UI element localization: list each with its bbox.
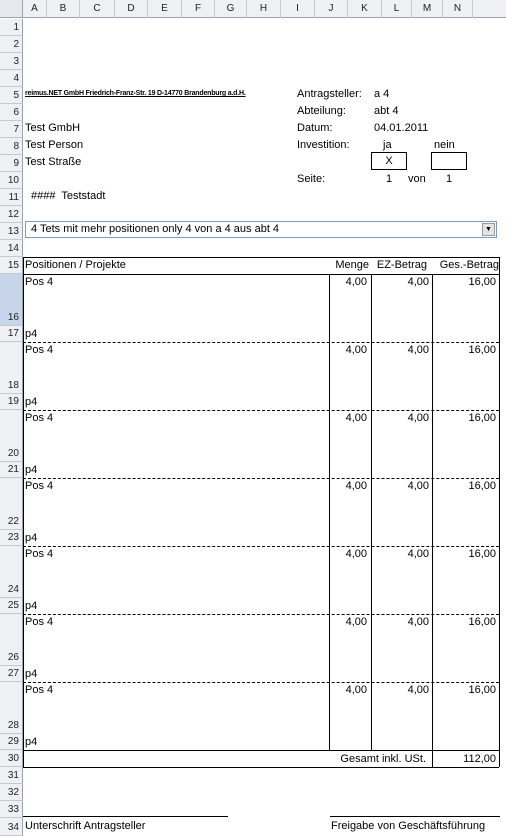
row-header-29[interactable]: 29 — [0, 734, 23, 750]
nein-label: nein — [434, 139, 455, 151]
item-title: Pos 4 — [25, 412, 54, 424]
item-ez-betrag: 4,00 — [407, 412, 429, 424]
row-header-3[interactable]: 3 — [0, 53, 23, 70]
datum-label: Datum: — [297, 122, 333, 134]
row-header-26[interactable]: 26 — [0, 614, 23, 666]
row-header-34[interactable]: 34 — [0, 818, 23, 836]
total-value: 112,00 — [463, 753, 496, 765]
column-header-C[interactable]: C — [80, 0, 115, 18]
table-column-divider — [371, 274, 372, 750]
row-header-21[interactable]: 21 — [0, 462, 23, 478]
antragsteller-label: Antragsteller: — [297, 88, 362, 100]
select-all-corner[interactable] — [0, 0, 23, 18]
total-label: Gesamt inkl. USt. — [340, 753, 426, 765]
item-ges-betrag: 16,00 — [468, 276, 496, 288]
table-bottom-border — [23, 767, 499, 768]
column-header-A[interactable]: A — [23, 0, 47, 18]
header-ez-betrag: EZ-Betrag — [376, 259, 427, 271]
header-ges-betrag: Ges.-Betrag — [439, 259, 499, 271]
item-ges-betrag: 16,00 — [468, 684, 496, 696]
row-header-20[interactable]: 20 — [0, 410, 23, 462]
item-menge: 4,00 — [345, 480, 367, 492]
ja-label: ja — [383, 139, 392, 151]
row-header-15[interactable]: 15 — [0, 257, 23, 274]
item-separator — [23, 546, 499, 547]
row-header-30[interactable]: 30 — [0, 750, 23, 767]
item-menge: 4,00 — [345, 276, 367, 288]
investition-label: Investition: — [297, 139, 350, 151]
signature-line-left — [23, 816, 228, 817]
row-header-33[interactable]: 33 — [0, 801, 23, 818]
row-header-2[interactable]: 2 — [0, 36, 23, 53]
table-items-bottom-border — [23, 750, 499, 751]
item-menge: 4,00 — [345, 412, 367, 424]
header-menge: Menge — [335, 259, 369, 271]
column-header-K[interactable]: K — [348, 0, 382, 18]
item-title: Pos 4 — [25, 548, 54, 560]
column-header-H[interactable]: H — [247, 0, 281, 18]
item-title: Pos 4 — [25, 684, 54, 696]
item-title: Pos 4 — [25, 276, 54, 288]
item-ez-betrag: 4,00 — [407, 344, 429, 356]
item-title: Pos 4 — [25, 480, 54, 492]
row-header-17[interactable]: 17 — [0, 326, 23, 342]
item-separator — [23, 342, 499, 343]
address-city: #### Teststadt — [31, 190, 106, 202]
item-note: p4 — [25, 600, 38, 612]
column-header-M[interactable]: M — [412, 0, 443, 18]
row-header-22[interactable]: 22 — [0, 478, 23, 530]
row-header-32[interactable]: 32 — [0, 784, 23, 801]
item-menge: 4,00 — [345, 616, 367, 628]
item-note: p4 — [25, 668, 38, 680]
seite-value: 1 — [386, 173, 393, 185]
item-menge: 4,00 — [345, 344, 367, 356]
column-header-L[interactable]: L — [382, 0, 412, 18]
row-header-10[interactable]: 10 — [0, 172, 23, 189]
row-header-27[interactable]: 27 — [0, 666, 23, 682]
column-header-B[interactable]: B — [47, 0, 80, 18]
address-company: Test GmbH — [25, 122, 81, 134]
row-header-13[interactable]: 13 — [0, 223, 23, 240]
item-ez-betrag: 4,00 — [407, 548, 429, 560]
item-ges-betrag: 16,00 — [468, 480, 496, 492]
item-note: p4 — [25, 736, 38, 748]
row-header-5[interactable]: 5 — [0, 87, 23, 104]
ja-checkbox-mark: X — [385, 155, 393, 167]
item-title: Pos 4 — [25, 616, 54, 628]
row-header-8[interactable]: 8 — [0, 138, 23, 155]
signature-right-label: Freigabe von Geschäftsführung — [331, 820, 486, 832]
table-column-divider — [329, 274, 330, 750]
item-note: p4 — [25, 532, 38, 544]
item-note: p4 — [25, 464, 38, 476]
row-header-28[interactable]: 28 — [0, 682, 23, 734]
item-separator — [23, 682, 499, 683]
table-left-border — [23, 257, 24, 767]
von-label: von — [408, 173, 426, 185]
item-menge: 4,00 — [345, 684, 367, 696]
row-header-12[interactable]: 12 — [0, 206, 23, 223]
row-header-16[interactable]: 16 — [0, 274, 23, 326]
signature-line-right — [330, 816, 500, 817]
nein-checkbox[interactable] — [431, 152, 467, 170]
row-header-1[interactable]: 1 — [0, 19, 23, 36]
column-header-N[interactable]: N — [443, 0, 473, 18]
column-header-E[interactable]: E — [148, 0, 182, 18]
item-separator — [23, 478, 499, 479]
header-address: reimus.NET GmbH Friedrich-Franz-Str. 19 D-14770 Brandenburg a.d.H. — [25, 90, 246, 97]
table-header-bottom-border — [23, 274, 499, 275]
item-ez-betrag: 4,00 — [407, 616, 429, 628]
position-dropdown-value: 4 Tets mit mehr positionen only 4 von a 4 aus abt 4 — [31, 223, 280, 235]
column-header-D[interactable]: D — [115, 0, 148, 18]
row-header-24[interactable]: 24 — [0, 546, 23, 598]
column-header-bar — [23, 0, 506, 18]
column-header-I[interactable]: I — [281, 0, 315, 18]
position-dropdown[interactable] — [25, 221, 497, 238]
datum-value: 04.01.2011 — [374, 122, 429, 134]
item-ez-betrag: 4,00 — [407, 276, 429, 288]
row-header-7[interactable]: 7 — [0, 121, 23, 138]
table-column-divider — [432, 274, 433, 767]
row-header-19[interactable]: 19 — [0, 394, 23, 410]
item-ez-betrag: 4,00 — [407, 684, 429, 696]
abteilung-value: abt 4 — [374, 105, 399, 117]
table-right-border — [499, 257, 500, 767]
item-ez-betrag: 4,00 — [407, 480, 429, 492]
header-positionen: Positionen / Projekte — [25, 259, 126, 271]
item-note: p4 — [25, 328, 38, 340]
item-separator — [23, 614, 499, 615]
signature-left-label: Unterschrift Antragsteller — [25, 820, 146, 832]
row-header-6[interactable]: 6 — [0, 104, 23, 121]
row-header-9[interactable]: 9 — [0, 155, 23, 172]
item-title: Pos 4 — [25, 344, 54, 356]
item-separator — [23, 410, 499, 411]
item-ges-betrag: 16,00 — [468, 344, 496, 356]
row-header-25[interactable]: 25 — [0, 598, 23, 614]
row-header-14[interactable]: 14 — [0, 240, 23, 257]
table-top-border — [23, 257, 499, 258]
abteilung-label: Abteilung: — [297, 105, 346, 117]
row-header-23[interactable]: 23 — [0, 530, 23, 546]
chevron-down-icon[interactable]: ▼ — [482, 223, 495, 236]
item-ges-betrag: 16,00 — [468, 616, 496, 628]
column-header-G[interactable]: G — [215, 0, 247, 18]
seite-label: Seite: — [297, 173, 326, 185]
address-person: Test Person — [25, 139, 84, 151]
address-street: Test Straße — [25, 156, 82, 168]
row-header-31[interactable]: 31 — [0, 767, 23, 784]
row-header-4[interactable]: 4 — [0, 70, 23, 87]
item-menge: 4,00 — [345, 548, 367, 560]
item-ges-betrag: 16,00 — [468, 412, 496, 424]
item-note: p4 — [25, 396, 38, 408]
row-header-11[interactable]: 11 — [0, 189, 23, 206]
ja-checkbox[interactable] — [371, 152, 407, 170]
column-header-F[interactable]: F — [182, 0, 215, 18]
item-ges-betrag: 16,00 — [468, 548, 496, 560]
antragsteller-value: a 4 — [374, 88, 390, 100]
row-header-18[interactable]: 18 — [0, 342, 23, 394]
seite-total: 1 — [446, 173, 453, 185]
column-header-J[interactable]: J — [315, 0, 348, 18]
